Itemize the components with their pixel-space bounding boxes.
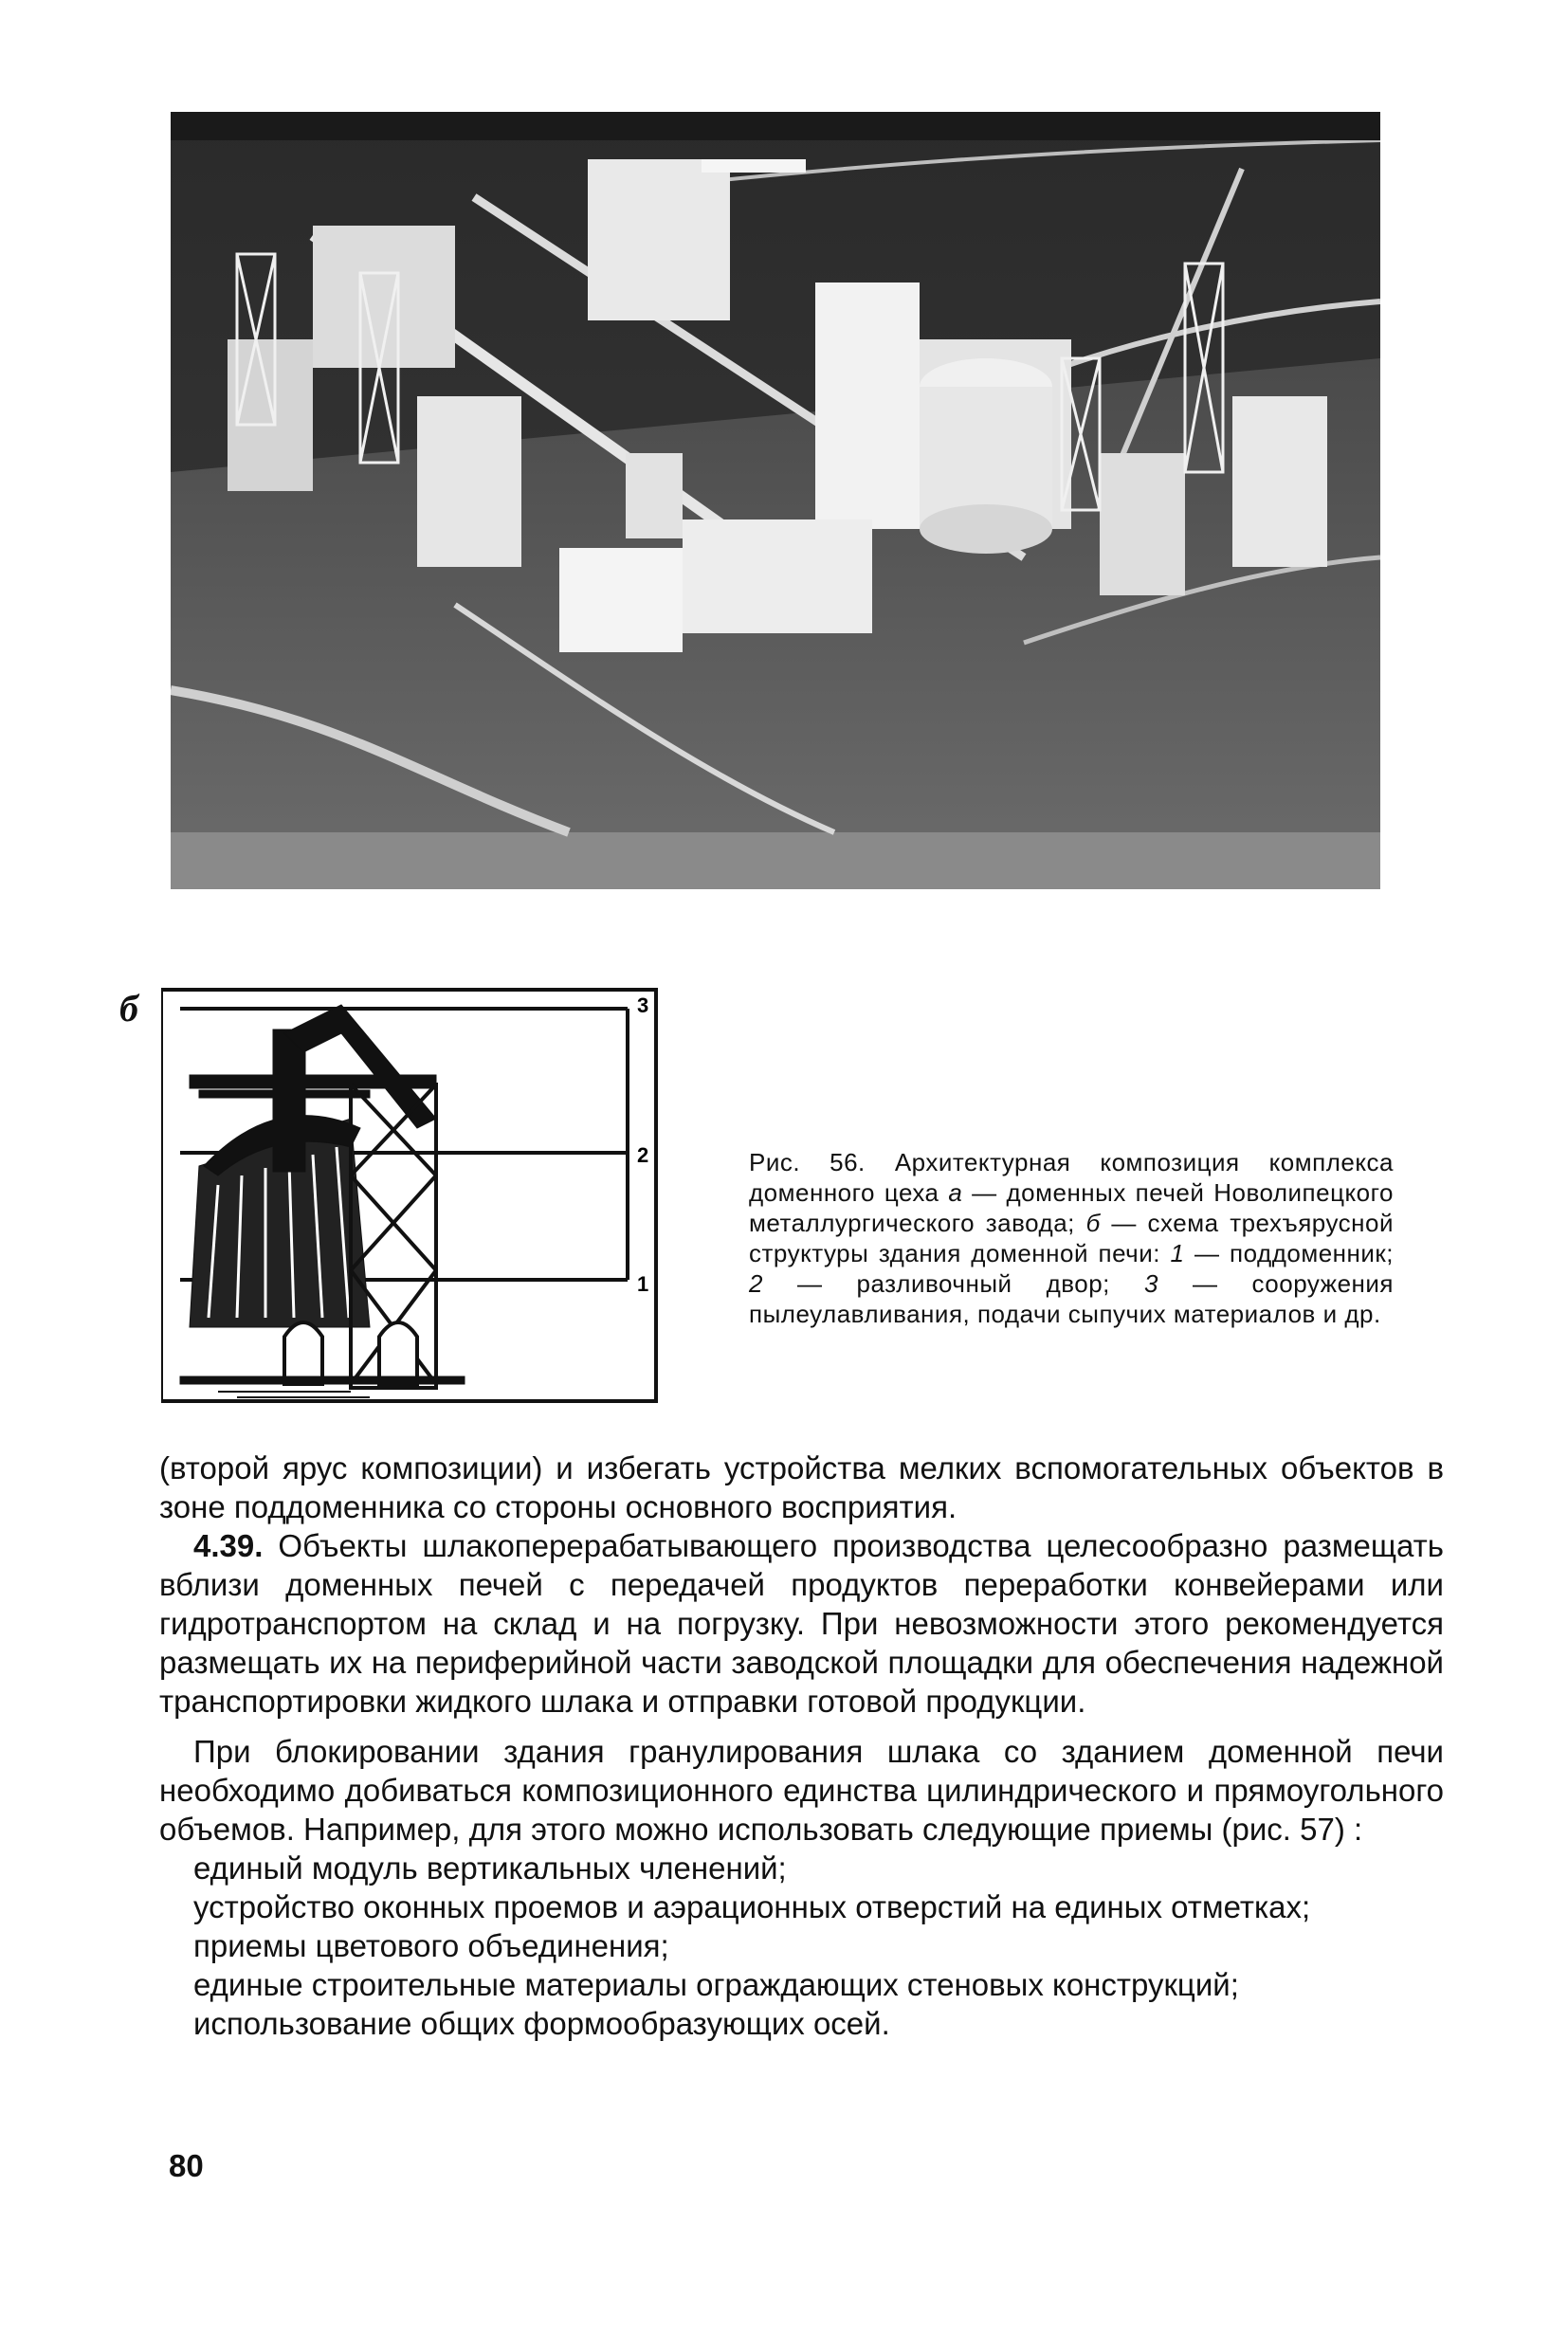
caption-text-2: — доменных печей Новолипецкого металлургического завода; (749, 1178, 1394, 1237)
list-item: использование общих формообразующих осей. (193, 2006, 890, 2041)
figure-caption (749, 1147, 1394, 1329)
caption-text-1: Архитектурная композиция комплекса доменного цеха (749, 1148, 1394, 1207)
caption-number-1: 1 (1170, 1239, 1185, 1267)
clause-text: Объекты шлакоперерабатывающего производства целесообразно размещать вблизи доменных печей с передачей продуктов переработки конвейерами или гидротранспортом на склад и на погрузку. При невозможности этого рекомендуется размещать их на периферийной части заводской площадки для обеспечения надежной транспортировки жидкого шлака и отправки готовой продукции. (159, 1528, 1444, 1719)
clause-number: 4.39. (193, 1528, 264, 1563)
caption-number-3: 3 (1143, 1269, 1158, 1298)
caption-text-5: — разливочный двор; (762, 1269, 1144, 1298)
blast-furnace-model-photo-icon (171, 112, 1380, 889)
tier-label-2: 2 (637, 1143, 649, 1167)
paragraph-blocking: При блокировании здания гранулирования шлака со зданием доменной печи необходимо добиваться композиционного единства цилиндрического и прямоугольного объемов. Например, для этого можно использовать следующие приемы (рис. 57) : (159, 1734, 1444, 1847)
caption-letter-a: а (948, 1178, 963, 1207)
caption-text-3: — схема трехъярусной структуры здания доменной печи: (749, 1209, 1394, 1267)
list-item: устройство оконных проемов и аэрационных отверстий на единых отметках; (193, 1889, 1311, 1924)
tier-label-1: 1 (637, 1272, 649, 1296)
page-number: 80 (169, 2148, 204, 2183)
figure-a-photo (171, 112, 1380, 889)
body-text (159, 1449, 1444, 2043)
figure-b-scheme (161, 986, 664, 1405)
caption-text-6: — сооружения пылеулавливания, подачи сыпучих материалов и др. (749, 1269, 1394, 1328)
caption-text-4: — поддоменник; (1184, 1239, 1394, 1267)
list-item: единые строительные материалы ограждающих стеновых конструкций; (193, 1967, 1239, 2002)
blast-furnace-scheme-icon (161, 986, 664, 1405)
list-item: приемы цветового объединения; (193, 1928, 669, 1963)
caption-number-2: 2 (749, 1269, 763, 1298)
caption-letter-b: б (1085, 1209, 1101, 1237)
list-item: единый модуль вертикальных членений; (193, 1850, 787, 1886)
caption-figure-number: Рис. 56. (749, 1148, 866, 1176)
figure-b-letter: б (119, 987, 138, 1030)
paragraph-continued: (второй ярус композиции) и избегать устройства мелких вспомогательных объектов в зоне поддоменника со стороны основного восприятия. (159, 1450, 1444, 1524)
paragraph-clause-4-39 (159, 1526, 1444, 1721)
tier-label-3: 3 (637, 993, 649, 1017)
